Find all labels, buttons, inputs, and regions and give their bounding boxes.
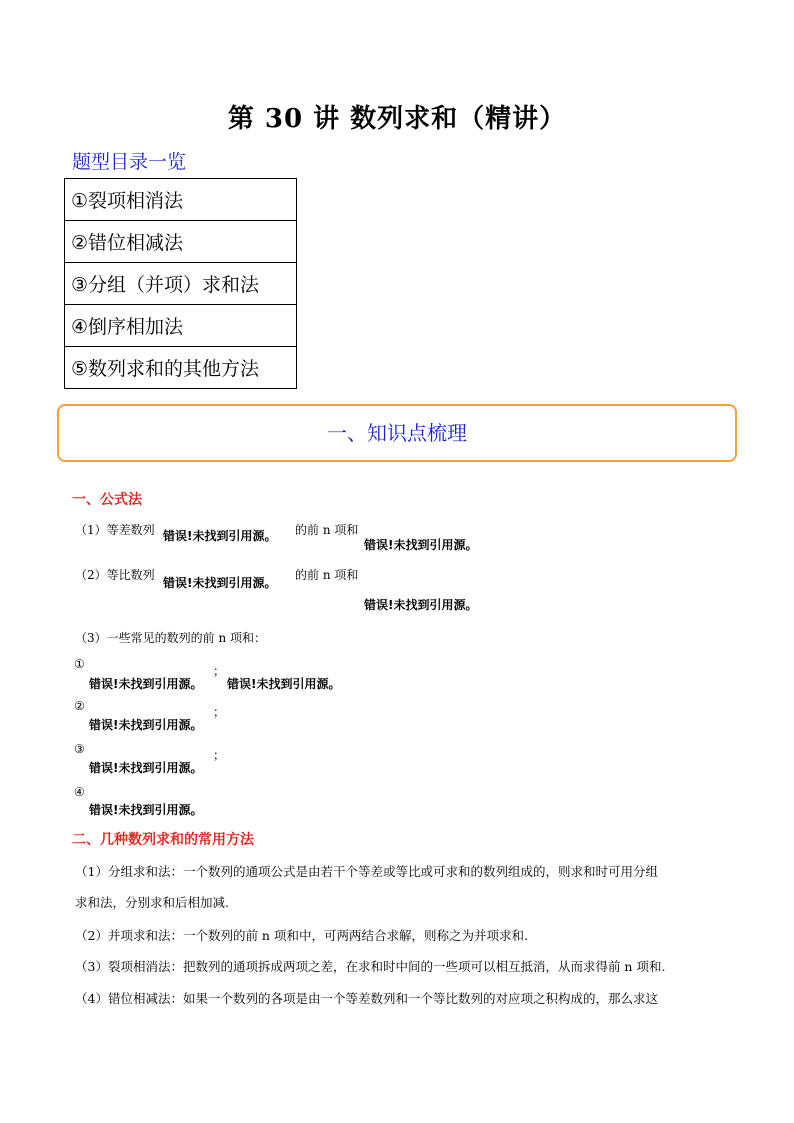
geo-suffix: 的前 n 项和 xyxy=(295,568,359,582)
common-intro: （3）一些常见的数列的前 n 项和： xyxy=(75,631,266,645)
toc-item-5: ⑤数列求和的其他方法 xyxy=(65,347,297,389)
marker-2: ② xyxy=(74,699,85,713)
toc-item-2: ②错位相减法 xyxy=(65,221,297,263)
formula-heading: 一、公式法 xyxy=(72,492,142,508)
marker-3: ③ xyxy=(74,742,85,756)
geo-ref-error: 错误!未找到引用源。 xyxy=(163,576,277,590)
toc-heading: 题型目录一览 xyxy=(72,151,187,173)
method-1-line-2: 求和法，分别求和后相加减. xyxy=(75,895,229,910)
toc-item-4: ④倒序相加法 xyxy=(65,305,297,347)
method-4: （4）错位相减法：如果一个数列的各项是由一个等差数列和一个等比数列的对应项之积构成的，那么求这 xyxy=(75,991,658,1006)
arith-sum-error: 错误!未找到引用源。 xyxy=(364,538,478,552)
marker-1: ① xyxy=(74,657,85,671)
arith-prefix: （1）等差数列 xyxy=(75,523,155,537)
common-3-error: 错误!未找到引用源。 xyxy=(89,761,203,775)
method-1-line-1: （1）分组求和法：一个数列的通项公式是由若干个等差或等比或可求和的数列组成的，则求和时可用分组 xyxy=(75,864,658,879)
semicolon-3: ； xyxy=(213,748,226,762)
toc-item-1: ①裂项相消法 xyxy=(65,179,297,221)
common-1-error-a: 错误!未找到引用源。 xyxy=(89,677,203,691)
common-1-error-b: 错误!未找到引用源。 xyxy=(227,677,341,691)
semicolon-2: ； xyxy=(213,705,226,719)
arith-suffix: 的前 n 项和 xyxy=(295,523,359,537)
common-4-error: 错误!未找到引用源。 xyxy=(89,803,203,817)
toc-table xyxy=(64,178,297,389)
geo-prefix: （2）等比数列 xyxy=(75,568,155,582)
method-2: （2）并项求和法：一个数列的前 n 项和中，可两两结合求解，则称之为并项求和. xyxy=(75,928,528,943)
toc-item-3: ③分组（并项）求和法 xyxy=(65,263,297,305)
arith-ref-error: 错误!未找到引用源。 xyxy=(163,529,277,543)
method-3: （3）裂项相消法：把数列的通项拆成两项之差，在求和时中间的一些项可以相互抵消，从而求得前 n 项和. xyxy=(75,959,666,974)
geo-sum-error: 错误!未找到引用源。 xyxy=(364,598,478,612)
page-title: 第 30 讲 数列求和（精讲） xyxy=(227,104,567,134)
common-2-error: 错误!未找到引用源。 xyxy=(89,718,203,732)
methods-heading: 二、几种数列求和的常用方法 xyxy=(72,832,254,848)
semicolon-1: ； xyxy=(213,664,226,678)
section-banner xyxy=(57,404,737,462)
section-banner-title: 一、知识点梳理 xyxy=(327,421,467,445)
marker-4: ④ xyxy=(74,785,85,799)
